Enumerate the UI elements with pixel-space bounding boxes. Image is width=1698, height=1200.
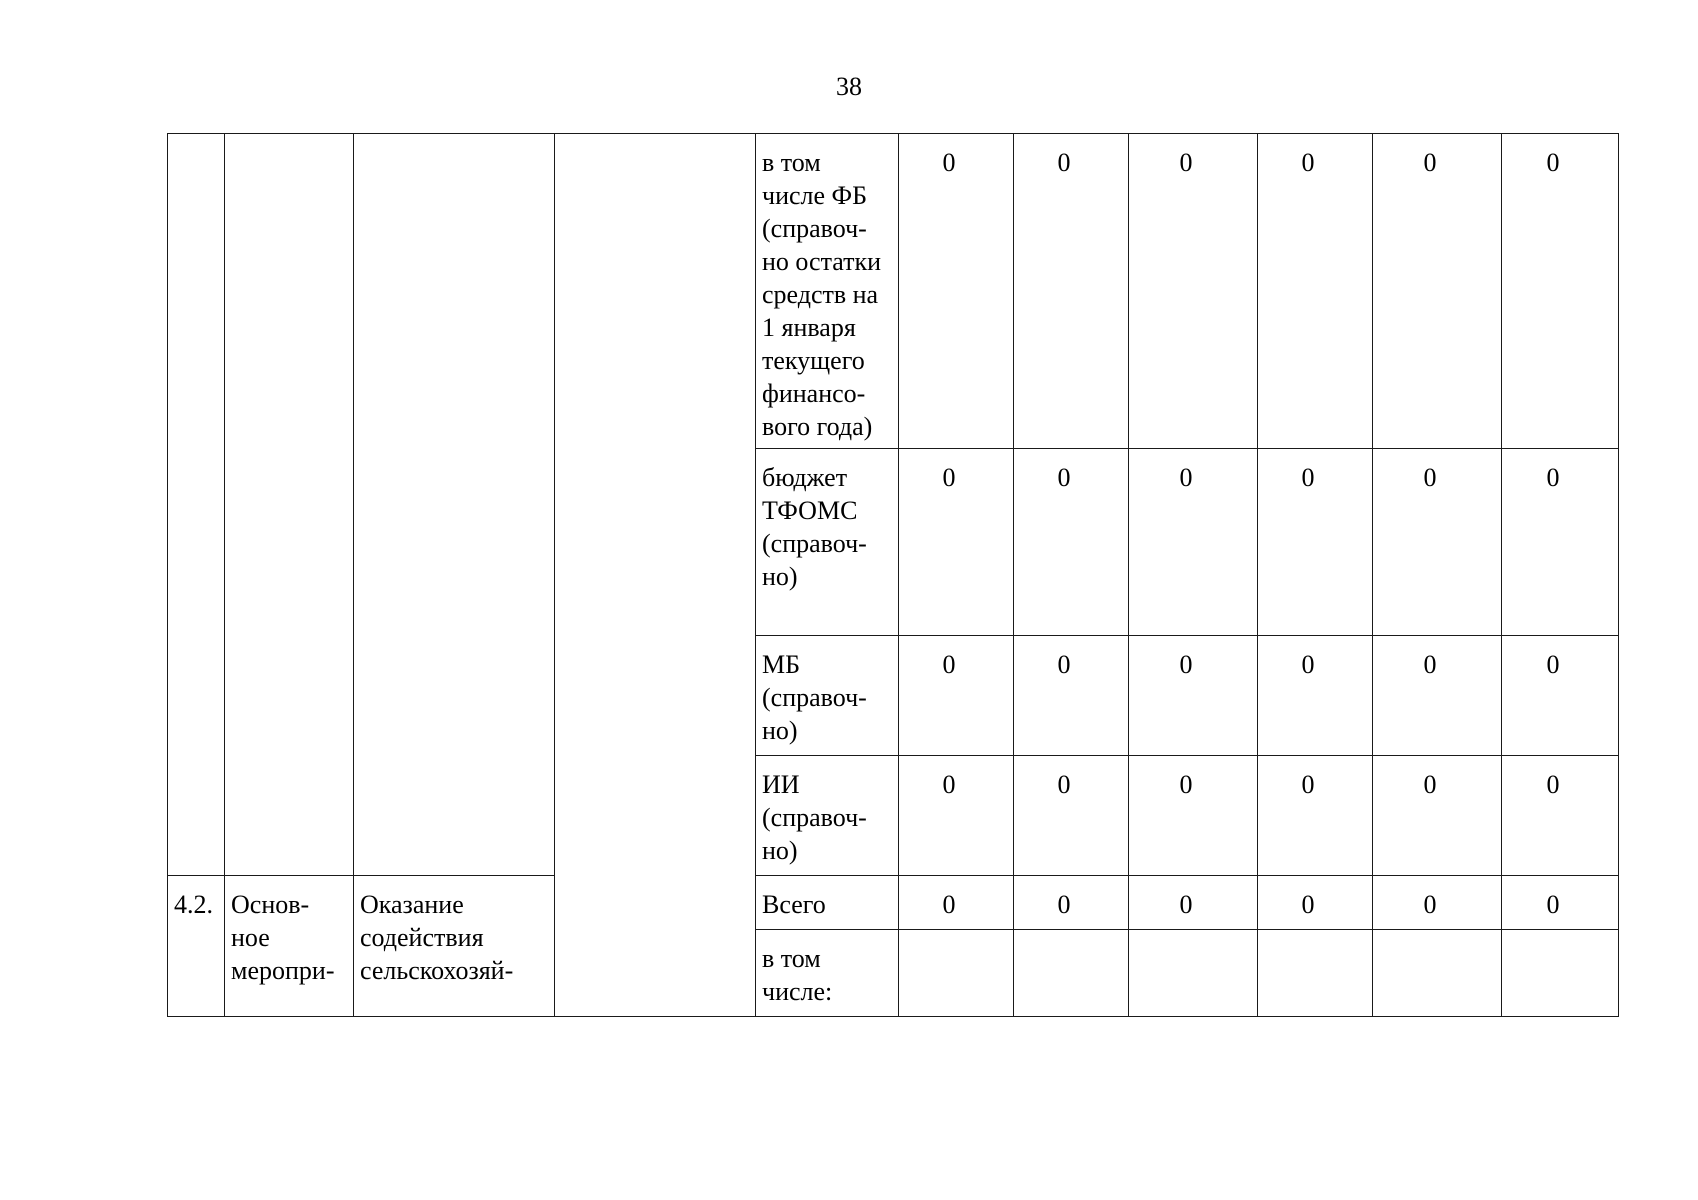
source-line: средств на: [762, 280, 879, 309]
value-cell: [1373, 930, 1502, 1017]
funding-source-cell: [756, 134, 899, 449]
type-line: Основ-: [231, 890, 310, 919]
item-type-cell: [225, 876, 354, 1017]
budget-table: [167, 133, 1619, 1017]
value-cell: 0: [1258, 134, 1373, 449]
number-cell-empty: [168, 134, 225, 876]
value-cell: 0: [1014, 876, 1129, 930]
value-cell: 0: [899, 876, 1014, 930]
value-cell: 0: [899, 134, 1014, 449]
value-cell: 0: [899, 449, 1014, 636]
value-cell: 0: [899, 636, 1014, 756]
name-line: Оказание: [360, 890, 464, 919]
source-line: (справоч-: [762, 683, 867, 712]
source-line: текущего: [762, 346, 865, 375]
source-line: в том: [762, 944, 821, 973]
value-cell: 0: [1373, 876, 1502, 930]
funding-source-cell: [756, 449, 899, 636]
value-cell: 0: [1014, 449, 1129, 636]
value-cell: [1502, 930, 1619, 1017]
funding-source-cell: [756, 930, 899, 1017]
source-line: но): [762, 562, 798, 591]
type-line: ное: [231, 923, 270, 952]
funding-source-cell: [756, 756, 899, 876]
value-cell: 0: [1129, 449, 1258, 636]
value-cell: [1129, 930, 1258, 1017]
value-cell: 0: [1129, 756, 1258, 876]
source-line: вого года): [762, 412, 873, 441]
source-line: но): [762, 716, 798, 745]
source-line: в том: [762, 148, 821, 177]
name-line: сельскохозяй-: [360, 956, 514, 985]
value-cell: 0: [1014, 756, 1129, 876]
value-cell: 0: [1129, 134, 1258, 449]
item-number-cell: 4.2.: [168, 876, 225, 1017]
source-line: числе:: [762, 977, 833, 1006]
type-line: меропри-: [231, 956, 335, 985]
source-line: МБ: [762, 650, 801, 679]
value-cell: [1258, 930, 1373, 1017]
source-line: ИИ: [762, 770, 800, 799]
source-line: 1 января: [762, 313, 856, 342]
value-cell: 0: [1014, 134, 1129, 449]
name-cell-empty: [354, 134, 555, 876]
item-name-cell: [354, 876, 555, 1017]
value-cell: 0: [1373, 636, 1502, 756]
source-line: бюджет: [762, 463, 848, 492]
value-cell: 0: [1258, 876, 1373, 930]
value-cell: 0: [1373, 134, 1502, 449]
value-cell: 0: [1129, 876, 1258, 930]
value-cell: 0: [1502, 756, 1619, 876]
source-line: ТФОМС: [762, 496, 858, 525]
table-row: [168, 134, 1619, 449]
value-cell: 0: [899, 756, 1014, 876]
value-cell: 0: [1014, 636, 1129, 756]
value-cell: 0: [1373, 449, 1502, 636]
value-cell: [1014, 930, 1129, 1017]
source-line: Всего: [762, 890, 826, 919]
value-cell: 0: [1258, 449, 1373, 636]
value-cell: [899, 930, 1014, 1017]
source-line: (справоч-: [762, 529, 867, 558]
executor-cell-empty: [555, 134, 756, 1017]
page-number: 38: [836, 72, 862, 101]
table-row: [168, 876, 1619, 930]
type-cell-empty: [225, 134, 354, 876]
value-cell: 0: [1502, 636, 1619, 756]
source-line: числе ФБ: [762, 181, 868, 210]
source-line: финансо-: [762, 379, 866, 408]
value-cell: 0: [1129, 636, 1258, 756]
value-cell: 0: [1258, 756, 1373, 876]
source-line: но): [762, 836, 798, 865]
source-line: (справоч-: [762, 214, 867, 243]
name-line: содействия: [360, 923, 484, 952]
funding-source-cell: [756, 636, 899, 756]
funding-source-cell: [756, 876, 899, 930]
source-line: но остатки: [762, 247, 882, 276]
source-line: (справоч-: [762, 803, 867, 832]
value-cell: 0: [1502, 876, 1619, 930]
value-cell: 0: [1258, 636, 1373, 756]
value-cell: 0: [1502, 134, 1619, 449]
value-cell: 0: [1502, 449, 1619, 636]
value-cell: 0: [1373, 756, 1502, 876]
